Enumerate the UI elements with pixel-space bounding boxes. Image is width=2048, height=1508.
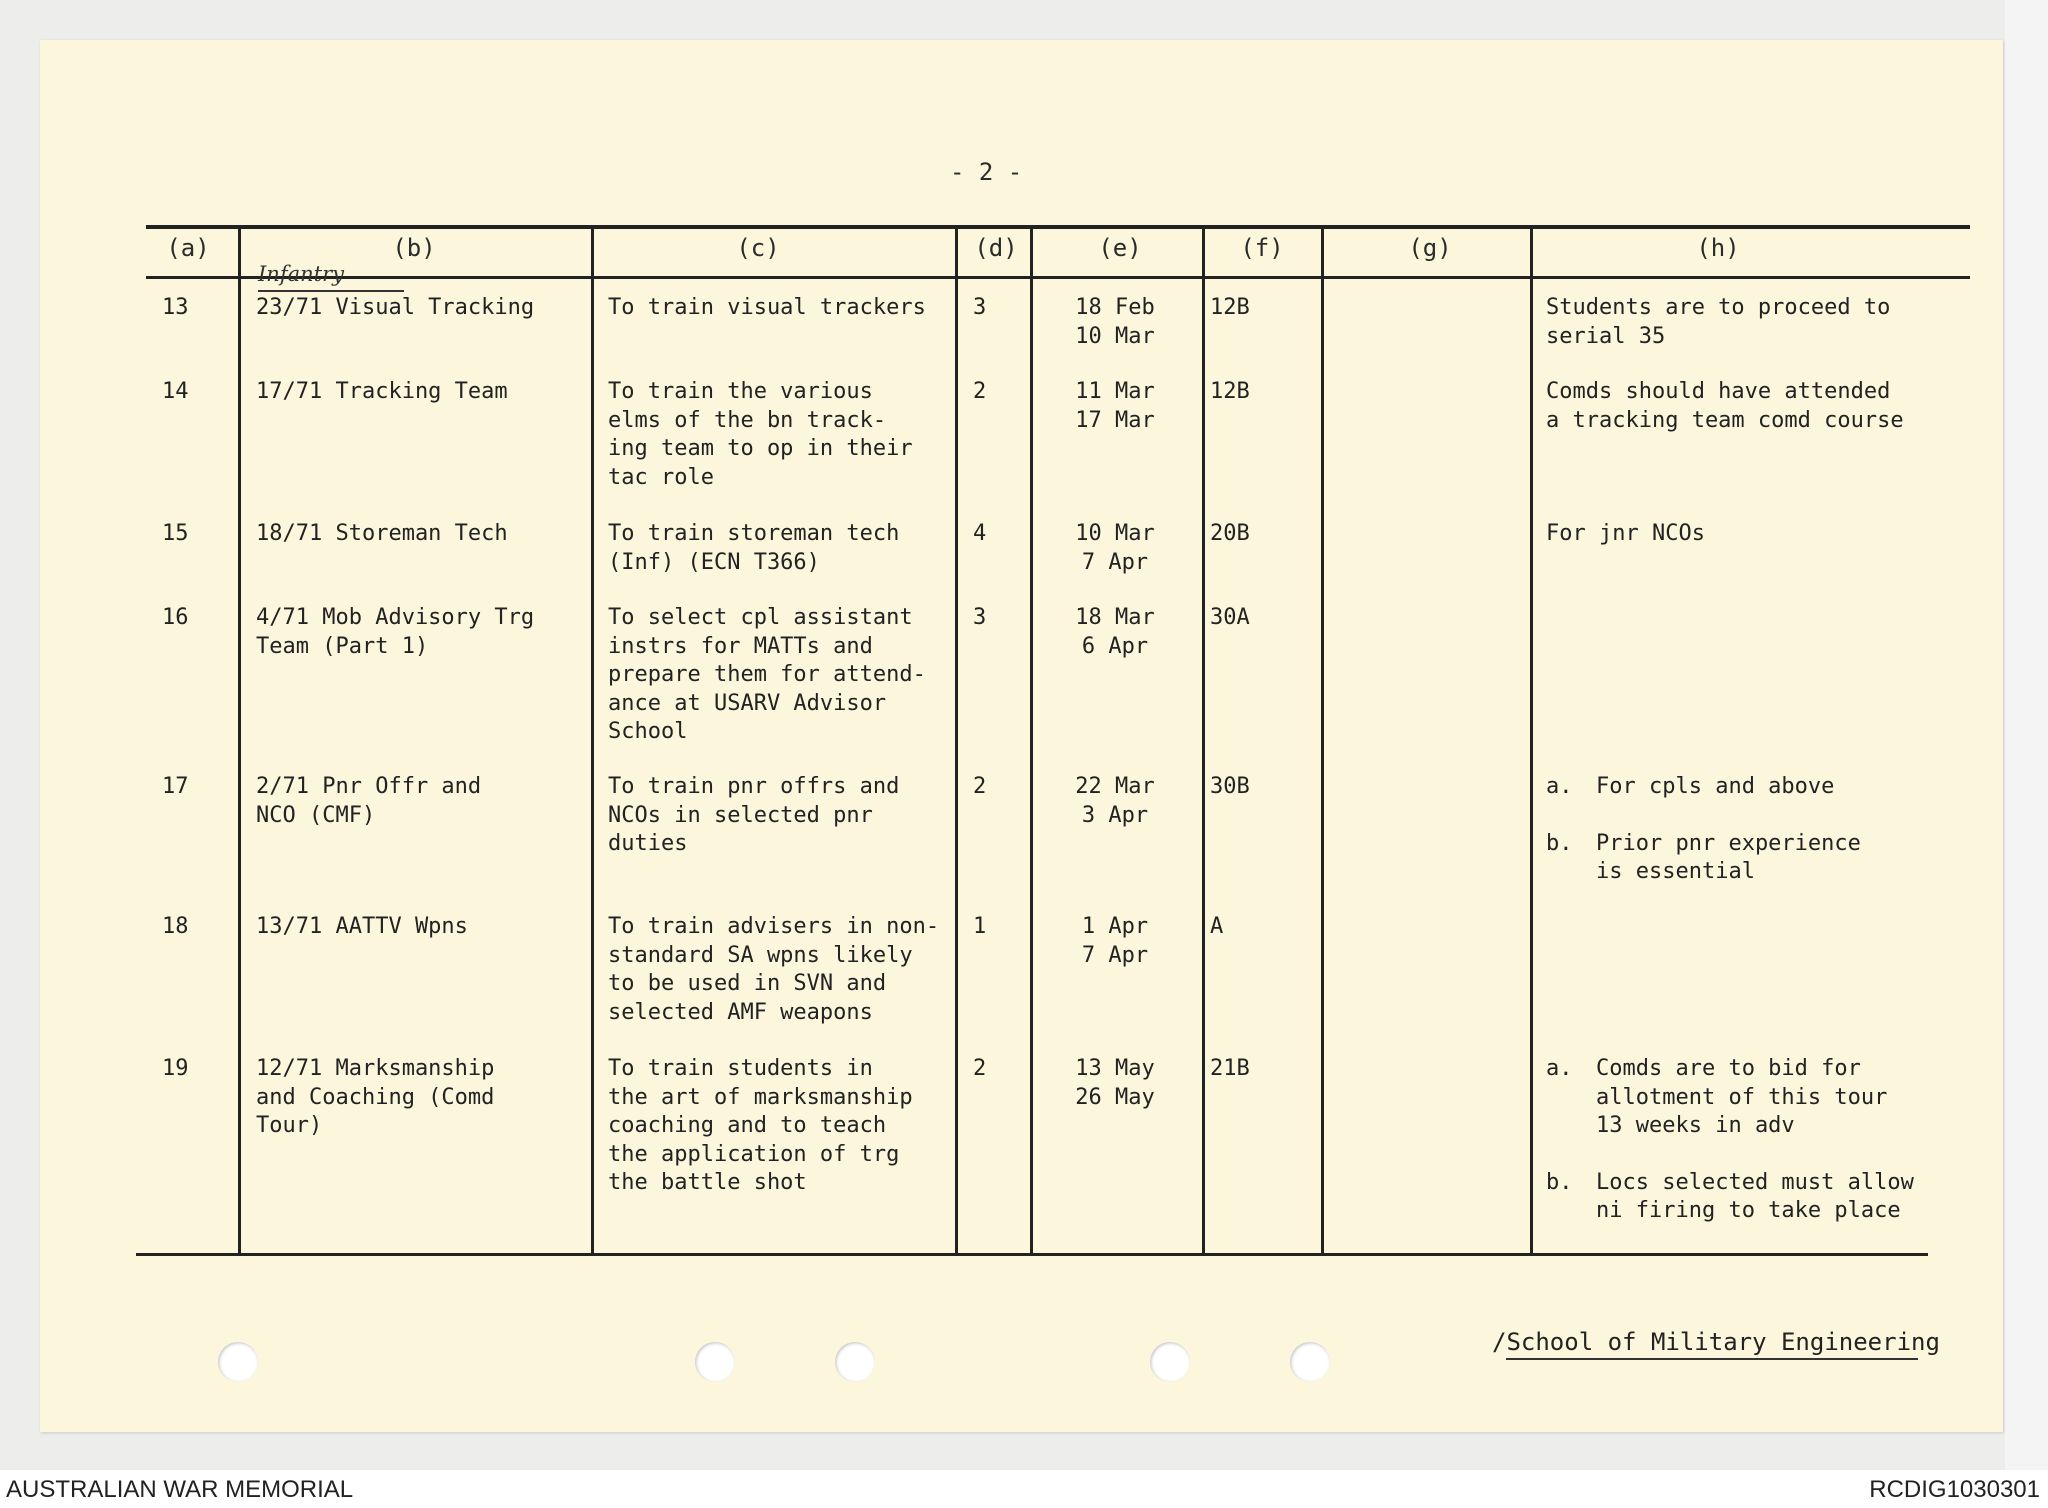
cell-line: NCOs in selected pnr xyxy=(608,802,873,828)
cell-line: coaching and to teach xyxy=(608,1113,887,1138)
course-dates xyxy=(1050,378,1180,435)
cell-line: 11 Mar xyxy=(1075,379,1155,404)
cell-line: 6 Apr xyxy=(1081,633,1149,659)
cell-line: 2/71 Pnr Offr and xyxy=(256,774,482,799)
cell-line: To train advisers in non- xyxy=(608,914,940,939)
item-id: RCDIG1030301 xyxy=(1869,1476,2040,1503)
cell-line: 18 Mar xyxy=(1075,605,1155,630)
course-group: 30B xyxy=(1210,774,1250,799)
archive-footer xyxy=(0,1470,2048,1508)
punch-hole xyxy=(1290,1342,1330,1382)
course-group: 21B xyxy=(1210,1056,1250,1081)
remark-item xyxy=(1546,520,1705,549)
course-aim xyxy=(608,378,913,492)
remark-line: Comds are to bid for xyxy=(1596,1056,1861,1081)
course-name xyxy=(256,520,508,549)
column-divider xyxy=(1530,226,1533,1256)
cell-line: tac role xyxy=(608,464,714,490)
remark-line: serial 35 xyxy=(1546,323,1666,349)
course-dates xyxy=(1050,520,1180,577)
column-header-h: (h) xyxy=(1696,234,1740,262)
course-remarks xyxy=(1546,773,1861,915)
column-header-b: (b) xyxy=(392,234,436,262)
course-dates xyxy=(1050,913,1180,970)
cell-line: instrs for MATTs and xyxy=(608,633,873,659)
cell-line: 4/71 Mob Advisory Trg xyxy=(256,605,535,630)
serial-number: 13 xyxy=(162,295,189,320)
course-duration: 1 xyxy=(973,914,987,939)
cell-line: NCO (CMF) xyxy=(256,802,376,828)
signoff-reference: /School of Military Engineering xyxy=(1492,1328,1940,1356)
remark-line: Locs selected must allow xyxy=(1596,1169,1914,1195)
serial-number: 18 xyxy=(162,914,189,939)
course-duration: 4 xyxy=(973,521,987,546)
signoff-underline xyxy=(1506,1358,1918,1360)
remark-item xyxy=(1546,773,1861,802)
cell-line: prepare them for attend- xyxy=(608,662,926,687)
remark-line: For cpls and above xyxy=(1596,774,1835,799)
cell-line: 7 Apr xyxy=(1081,549,1149,575)
course-duration: 2 xyxy=(973,774,987,799)
column-divider xyxy=(238,226,241,1256)
punch-hole xyxy=(695,1342,735,1382)
course-name xyxy=(256,378,508,407)
column-header-d: (d) xyxy=(974,234,1018,262)
column-divider xyxy=(1202,226,1205,1256)
punch-hole xyxy=(835,1342,875,1382)
cell-line: 17/71 Tracking Team xyxy=(256,379,508,404)
course-name xyxy=(256,604,534,661)
cell-line: 12/71 Marksmanship xyxy=(256,1056,495,1081)
course-group: 12B xyxy=(1210,379,1250,404)
cell-line: ance at USARV Advisor xyxy=(608,690,887,716)
course-duration: 3 xyxy=(973,605,987,630)
column-header-e: (e) xyxy=(1098,234,1142,262)
cell-line: 22 Mar xyxy=(1075,774,1155,799)
cell-line: Tour) xyxy=(256,1113,323,1138)
column-header-c: (c) xyxy=(736,234,780,262)
remark-item xyxy=(1546,1169,1914,1226)
course-dates xyxy=(1050,294,1180,351)
remark-line: is essential xyxy=(1596,859,1755,884)
cell-line: 18/71 Storeman Tech xyxy=(256,521,508,546)
course-aim xyxy=(608,773,899,859)
cell-line: to be used in SVN and xyxy=(608,971,887,996)
column-divider xyxy=(1321,226,1324,1256)
page-number: - 2 - xyxy=(950,158,1023,186)
course-group: 30A xyxy=(1210,605,1250,630)
course-remarks xyxy=(1546,520,1705,549)
column-divider xyxy=(591,226,594,1256)
archive-name: AUSTRALIAN WAR MEMORIAL xyxy=(6,1476,354,1503)
cell-line: 1 Apr xyxy=(1081,914,1149,939)
table-header-rule xyxy=(146,276,1970,279)
column-header-f: (f) xyxy=(1240,234,1284,262)
serial-number: 14 xyxy=(162,379,189,404)
table-top-rule xyxy=(146,225,1970,229)
serial-number: 16 xyxy=(162,605,189,630)
course-duration: 2 xyxy=(973,379,987,404)
cell-line: 13 May xyxy=(1075,1056,1155,1081)
course-aim xyxy=(608,913,939,1027)
remark-label: b. xyxy=(1546,830,1573,856)
cell-line: (Inf) (ECN T366) xyxy=(608,549,820,575)
serial-number: 19 xyxy=(162,1056,189,1081)
cell-line: elms of the bn track- xyxy=(608,407,887,433)
cell-line: 23/71 Visual Tracking xyxy=(256,295,535,320)
course-duration: 3 xyxy=(973,295,987,320)
scan-margin xyxy=(2005,0,2048,1470)
cell-line: 17 Mar xyxy=(1075,407,1155,433)
remark-label: a. xyxy=(1546,774,1573,799)
remark-line: Prior pnr experience xyxy=(1596,830,1861,856)
serial-number: 17 xyxy=(162,774,189,799)
handwritten-underline xyxy=(258,290,404,292)
course-remarks xyxy=(1546,1055,1914,1254)
course-aim xyxy=(608,294,926,323)
remark-line: a tracking team comd course xyxy=(1546,407,1904,433)
cell-line: 13/71 AATTV Wpns xyxy=(256,914,468,939)
remark-label: a. xyxy=(1546,1056,1573,1081)
course-group: 20B xyxy=(1210,521,1250,546)
punch-hole xyxy=(218,1342,258,1382)
serial-number: 15 xyxy=(162,521,189,546)
cell-line: To train the various xyxy=(608,379,873,404)
cell-line: ing team to op in their xyxy=(608,436,913,461)
cell-line: To train students in xyxy=(608,1056,873,1081)
cell-line: selected AMF weapons xyxy=(608,999,873,1025)
course-dates xyxy=(1050,604,1180,661)
cell-line: and Coaching (Comd xyxy=(256,1084,495,1110)
cell-line: the art of marksmanship xyxy=(608,1084,913,1110)
remark-line: allotment of this tour xyxy=(1596,1084,1888,1110)
remark-label: b. xyxy=(1546,1169,1573,1195)
cell-line: To train storeman tech xyxy=(608,521,900,546)
course-name xyxy=(256,294,534,323)
course-name xyxy=(256,1055,494,1141)
cell-line: To train visual trackers xyxy=(608,295,926,320)
course-group: 12B xyxy=(1210,295,1250,320)
cell-line: 10 Mar xyxy=(1075,323,1155,349)
remark-item xyxy=(1546,1055,1914,1141)
cell-line: To train pnr offrs and xyxy=(608,774,900,799)
course-group: A xyxy=(1210,914,1224,939)
cell-line: 7 Apr xyxy=(1081,942,1149,968)
cell-line: standard SA wpns likely xyxy=(608,942,913,968)
cell-line: Team (Part 1) xyxy=(256,633,429,659)
cell-line: To select cpl assistant xyxy=(608,605,913,630)
course-duration: 2 xyxy=(973,1056,987,1081)
remark-item xyxy=(1546,378,1904,435)
column-header-g: (g) xyxy=(1408,234,1452,262)
remark-item xyxy=(1546,830,1861,887)
course-name xyxy=(256,913,468,942)
cell-line: 3 Apr xyxy=(1081,802,1149,828)
remark-line: 13 weeks in adv xyxy=(1596,1113,1795,1138)
remark-line: Comds should have attended xyxy=(1546,379,1891,404)
cell-line: 18 Feb xyxy=(1075,295,1155,320)
cell-line: 26 May xyxy=(1075,1084,1155,1110)
remark-line: Students are to proceed to xyxy=(1546,295,1891,320)
punch-hole xyxy=(1150,1342,1190,1382)
course-dates xyxy=(1050,773,1180,830)
cell-line: the battle shot xyxy=(608,1170,807,1195)
remark-line: ni firing to take place xyxy=(1596,1198,1901,1223)
cell-line: the application of trg xyxy=(608,1141,900,1167)
remark-item xyxy=(1546,294,1890,351)
handwritten-note: Infantry xyxy=(258,262,344,286)
column-divider xyxy=(955,226,958,1256)
course-name xyxy=(256,773,481,830)
course-dates xyxy=(1050,1055,1180,1112)
column-header-a: (a) xyxy=(166,234,210,262)
remark-line: For jnr NCOs xyxy=(1546,521,1705,546)
course-aim xyxy=(608,520,899,577)
cell-line: 10 Mar xyxy=(1075,521,1155,546)
course-remarks xyxy=(1546,378,1904,435)
cell-line: School xyxy=(608,719,688,744)
cell-line: duties xyxy=(608,831,688,856)
course-remarks xyxy=(1546,294,1890,351)
course-aim xyxy=(608,604,926,747)
column-divider xyxy=(1030,226,1033,1256)
course-aim xyxy=(608,1055,913,1198)
